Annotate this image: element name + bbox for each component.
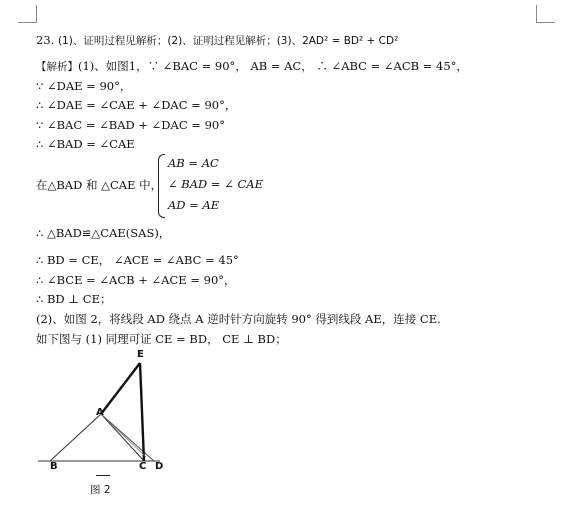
solution-line-text: ∴ BD = CE， ∠ACE = ∠ABC = 45° xyxy=(36,253,239,267)
solution-line-6 xyxy=(36,178,162,193)
solution-line-text: ∴ ∠DAE = ∠CAE + ∠DAC = 90°， xyxy=(36,98,237,112)
problem-number: 23. xyxy=(36,33,55,47)
solution-line-2 xyxy=(36,79,131,94)
extra-segment xyxy=(101,414,146,457)
solution-line-text: ∴ BD ⊥ CE； xyxy=(36,292,112,306)
solution-line-10 xyxy=(36,292,111,307)
solution-line-5 xyxy=(36,137,135,152)
solution-line-text: 如下图与 (1) 同理可证 CE = BD， CE ⊥ BD； xyxy=(36,332,287,346)
segment-AB xyxy=(50,414,101,461)
solution-line-text: ∵ ∠BAC = ∠BAD + ∠DAC = 90° xyxy=(36,118,225,132)
system-brace xyxy=(158,154,165,218)
crop-mark-top-left-horizontal xyxy=(18,22,37,23)
solution-line-9 xyxy=(36,273,236,288)
solution-line-text: ∵ ∠DAE = 90°， xyxy=(36,79,132,93)
system-eq-2: ∠ BAD = ∠ CAE xyxy=(168,177,264,191)
crop-mark-top-left-vertical xyxy=(36,5,37,23)
problem-header xyxy=(36,33,398,49)
solution-line-text: (1)、如图1，∵ ∠BAC = 90°， AB = AC， ∴ ∠ABC = ∠ACB = 45°， xyxy=(78,59,468,73)
solution-line-7 xyxy=(36,226,170,241)
solution-line-11 xyxy=(36,312,441,327)
solution-line-text: (2)、如图 2，将线段 AD 绕点 A 逆时针方向旋转 90° 得到线段 AE，连接 CE. xyxy=(36,312,441,326)
solution-line-text: ∴ ∠BAD = ∠CAE xyxy=(36,137,135,151)
geometry-figure xyxy=(34,345,184,480)
solution-line-1 xyxy=(36,59,468,75)
label-C: C xyxy=(139,461,147,472)
crop-mark-top-right-horizontal xyxy=(536,22,555,23)
caption-rule xyxy=(96,475,110,476)
solution-tag: 【解析】 xyxy=(36,61,78,73)
segment-AE xyxy=(101,363,140,414)
label-D: D xyxy=(155,461,164,472)
system-eq-3: AD = AE xyxy=(168,198,220,212)
figure-caption: 图 2 xyxy=(90,484,111,496)
problem-summary: (1)、证明过程见解析；(2)、证明过程见解析；(3)、2AD² = BD² + CD² xyxy=(57,35,399,47)
label-B: B xyxy=(50,461,58,472)
segment-CE xyxy=(140,363,144,461)
solution-line-8 xyxy=(36,253,239,268)
solution-line-text: 在△BAD 和 △CAE 中， xyxy=(36,178,163,192)
system-eq-1: AB = AC xyxy=(168,156,219,170)
label-A: A xyxy=(96,407,104,418)
label-E: E xyxy=(137,349,144,360)
crop-mark-top-right-vertical xyxy=(536,5,537,23)
solution-line-text: ∴ ∠BCE = ∠ACB + ∠ACE = 90°， xyxy=(36,273,236,287)
solution-line-text: ∴ △BAD≌△CAE(SAS)， xyxy=(36,226,171,240)
solution-line-3 xyxy=(36,98,236,113)
solution-line-4 xyxy=(36,118,225,133)
segment-AC xyxy=(101,414,144,461)
